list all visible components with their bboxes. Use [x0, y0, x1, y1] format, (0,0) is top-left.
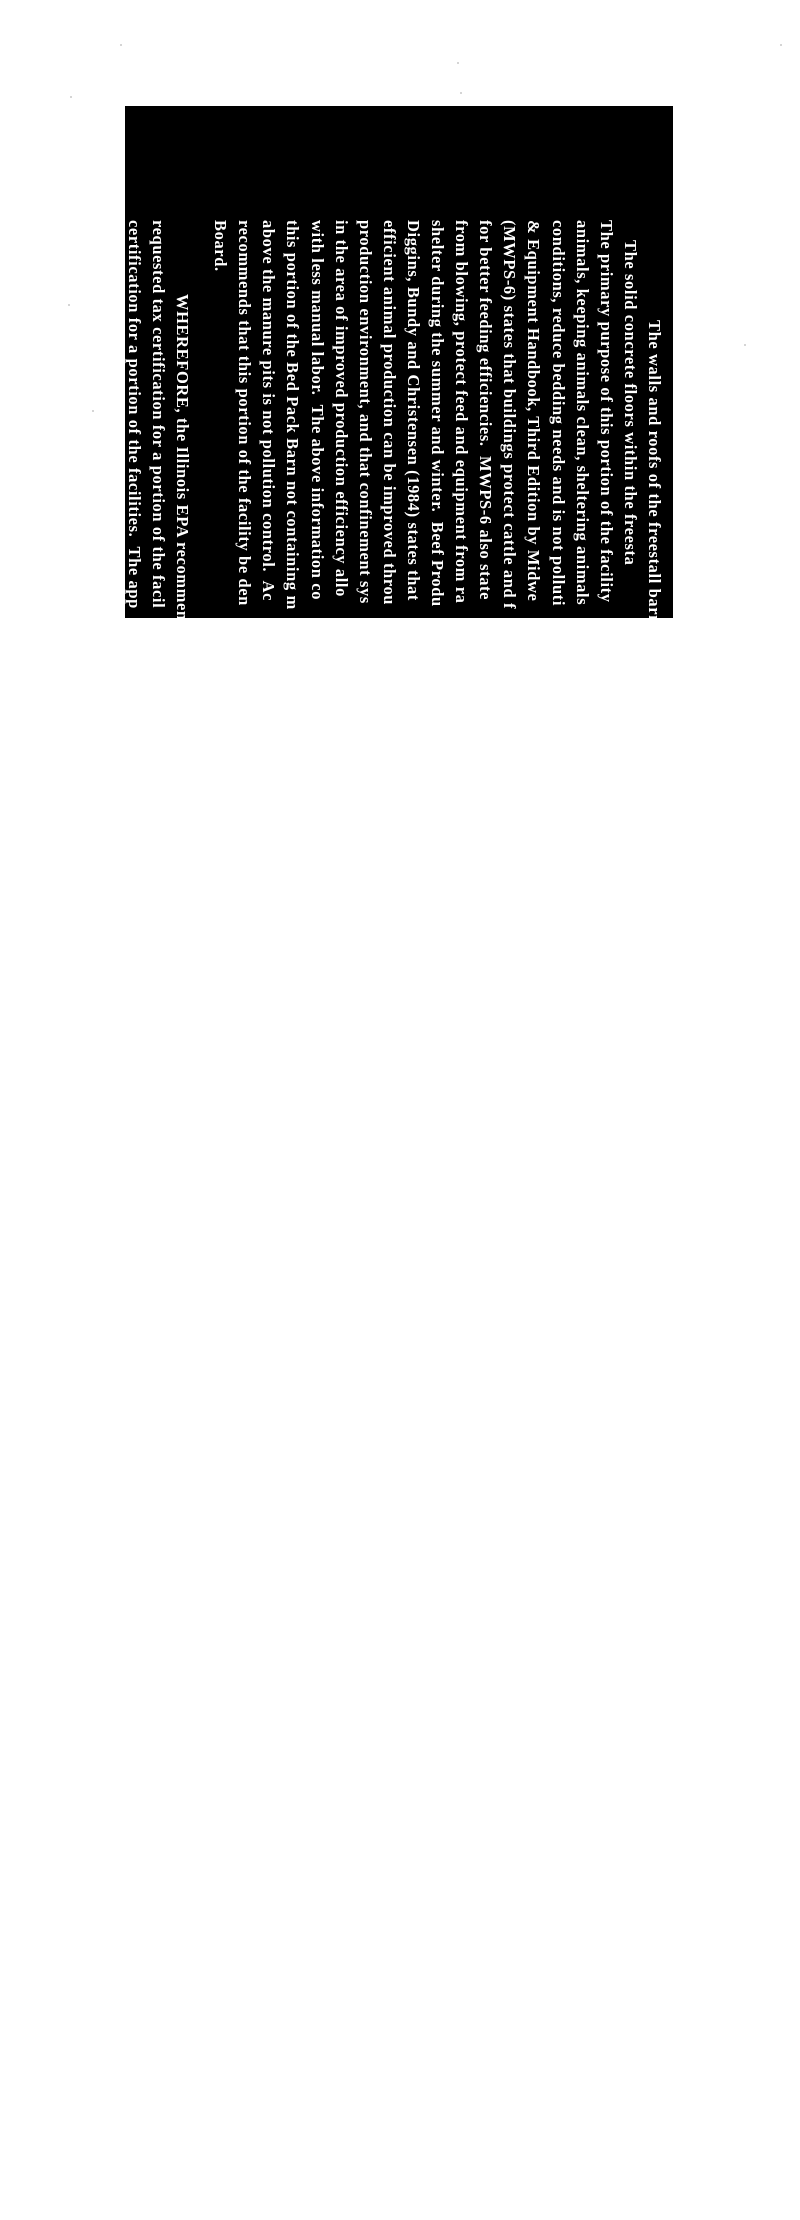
rotated-text-block	[100, 220, 666, 646]
scan-speck	[457, 62, 459, 64]
text-line: certification for a portion of the facilities. The app	[124, 220, 144, 609]
text-line: recommends that this portion of the facility be den	[235, 220, 255, 606]
text-line: for better feeding efficiencies. MWPS-6 also state	[476, 220, 496, 601]
text-line: animals, keeping animals clean, sheltering animals	[572, 220, 592, 606]
text-line: The primary purpose of this portion of the facility	[596, 220, 616, 603]
text-line: shelter during the summer and winter. Beef Produ	[428, 220, 448, 607]
scan-speck	[744, 344, 746, 346]
text-line: Diggins, Bundy and Christensen (1984) states that	[404, 220, 423, 601]
text-line: of service to file a petition with the Board to conte	[100, 220, 120, 602]
text-line: conditions, reduce bedding needs and is not polluti	[548, 220, 568, 607]
text-line: requested tax certification for a portion of the facil	[149, 220, 168, 609]
scan-speck	[68, 304, 70, 306]
text-line: this portion of the Bed Pack Barn not containing m	[283, 220, 303, 610]
text-line: (MWPS-6) states that buildings protect cattle and f	[500, 220, 520, 610]
text-line: with less manual labor. The above information co	[307, 220, 327, 601]
text-line: from blowing, protect feed and equipment from ra	[452, 220, 472, 604]
scan-speck	[460, 92, 462, 94]
scan-speck	[70, 96, 72, 98]
inverted-scan-region	[100, 106, 673, 646]
text-line: The walls and roofs of the freestall barns a	[645, 320, 664, 646]
text-line: production environment, and that confinement sys	[355, 220, 375, 604]
text-line: efficient animal production can be improved throu	[379, 220, 399, 606]
text-line: in the area of improved production efficiency allo	[331, 220, 351, 597]
text-line: The solid concrete floors within the freesta	[620, 240, 640, 566]
scan-speck	[92, 410, 94, 412]
text-line: & Equipment Handbook, Third Edition by Midwe	[524, 220, 544, 602]
text-line: WHEREFORE, the Illinois EPA recommen	[173, 294, 193, 621]
text-line: Board.	[211, 220, 231, 272]
scan-speck	[780, 44, 782, 46]
text-line: above the manure pits is not pollution control. Ac	[259, 220, 279, 602]
scan-speck	[120, 44, 122, 46]
